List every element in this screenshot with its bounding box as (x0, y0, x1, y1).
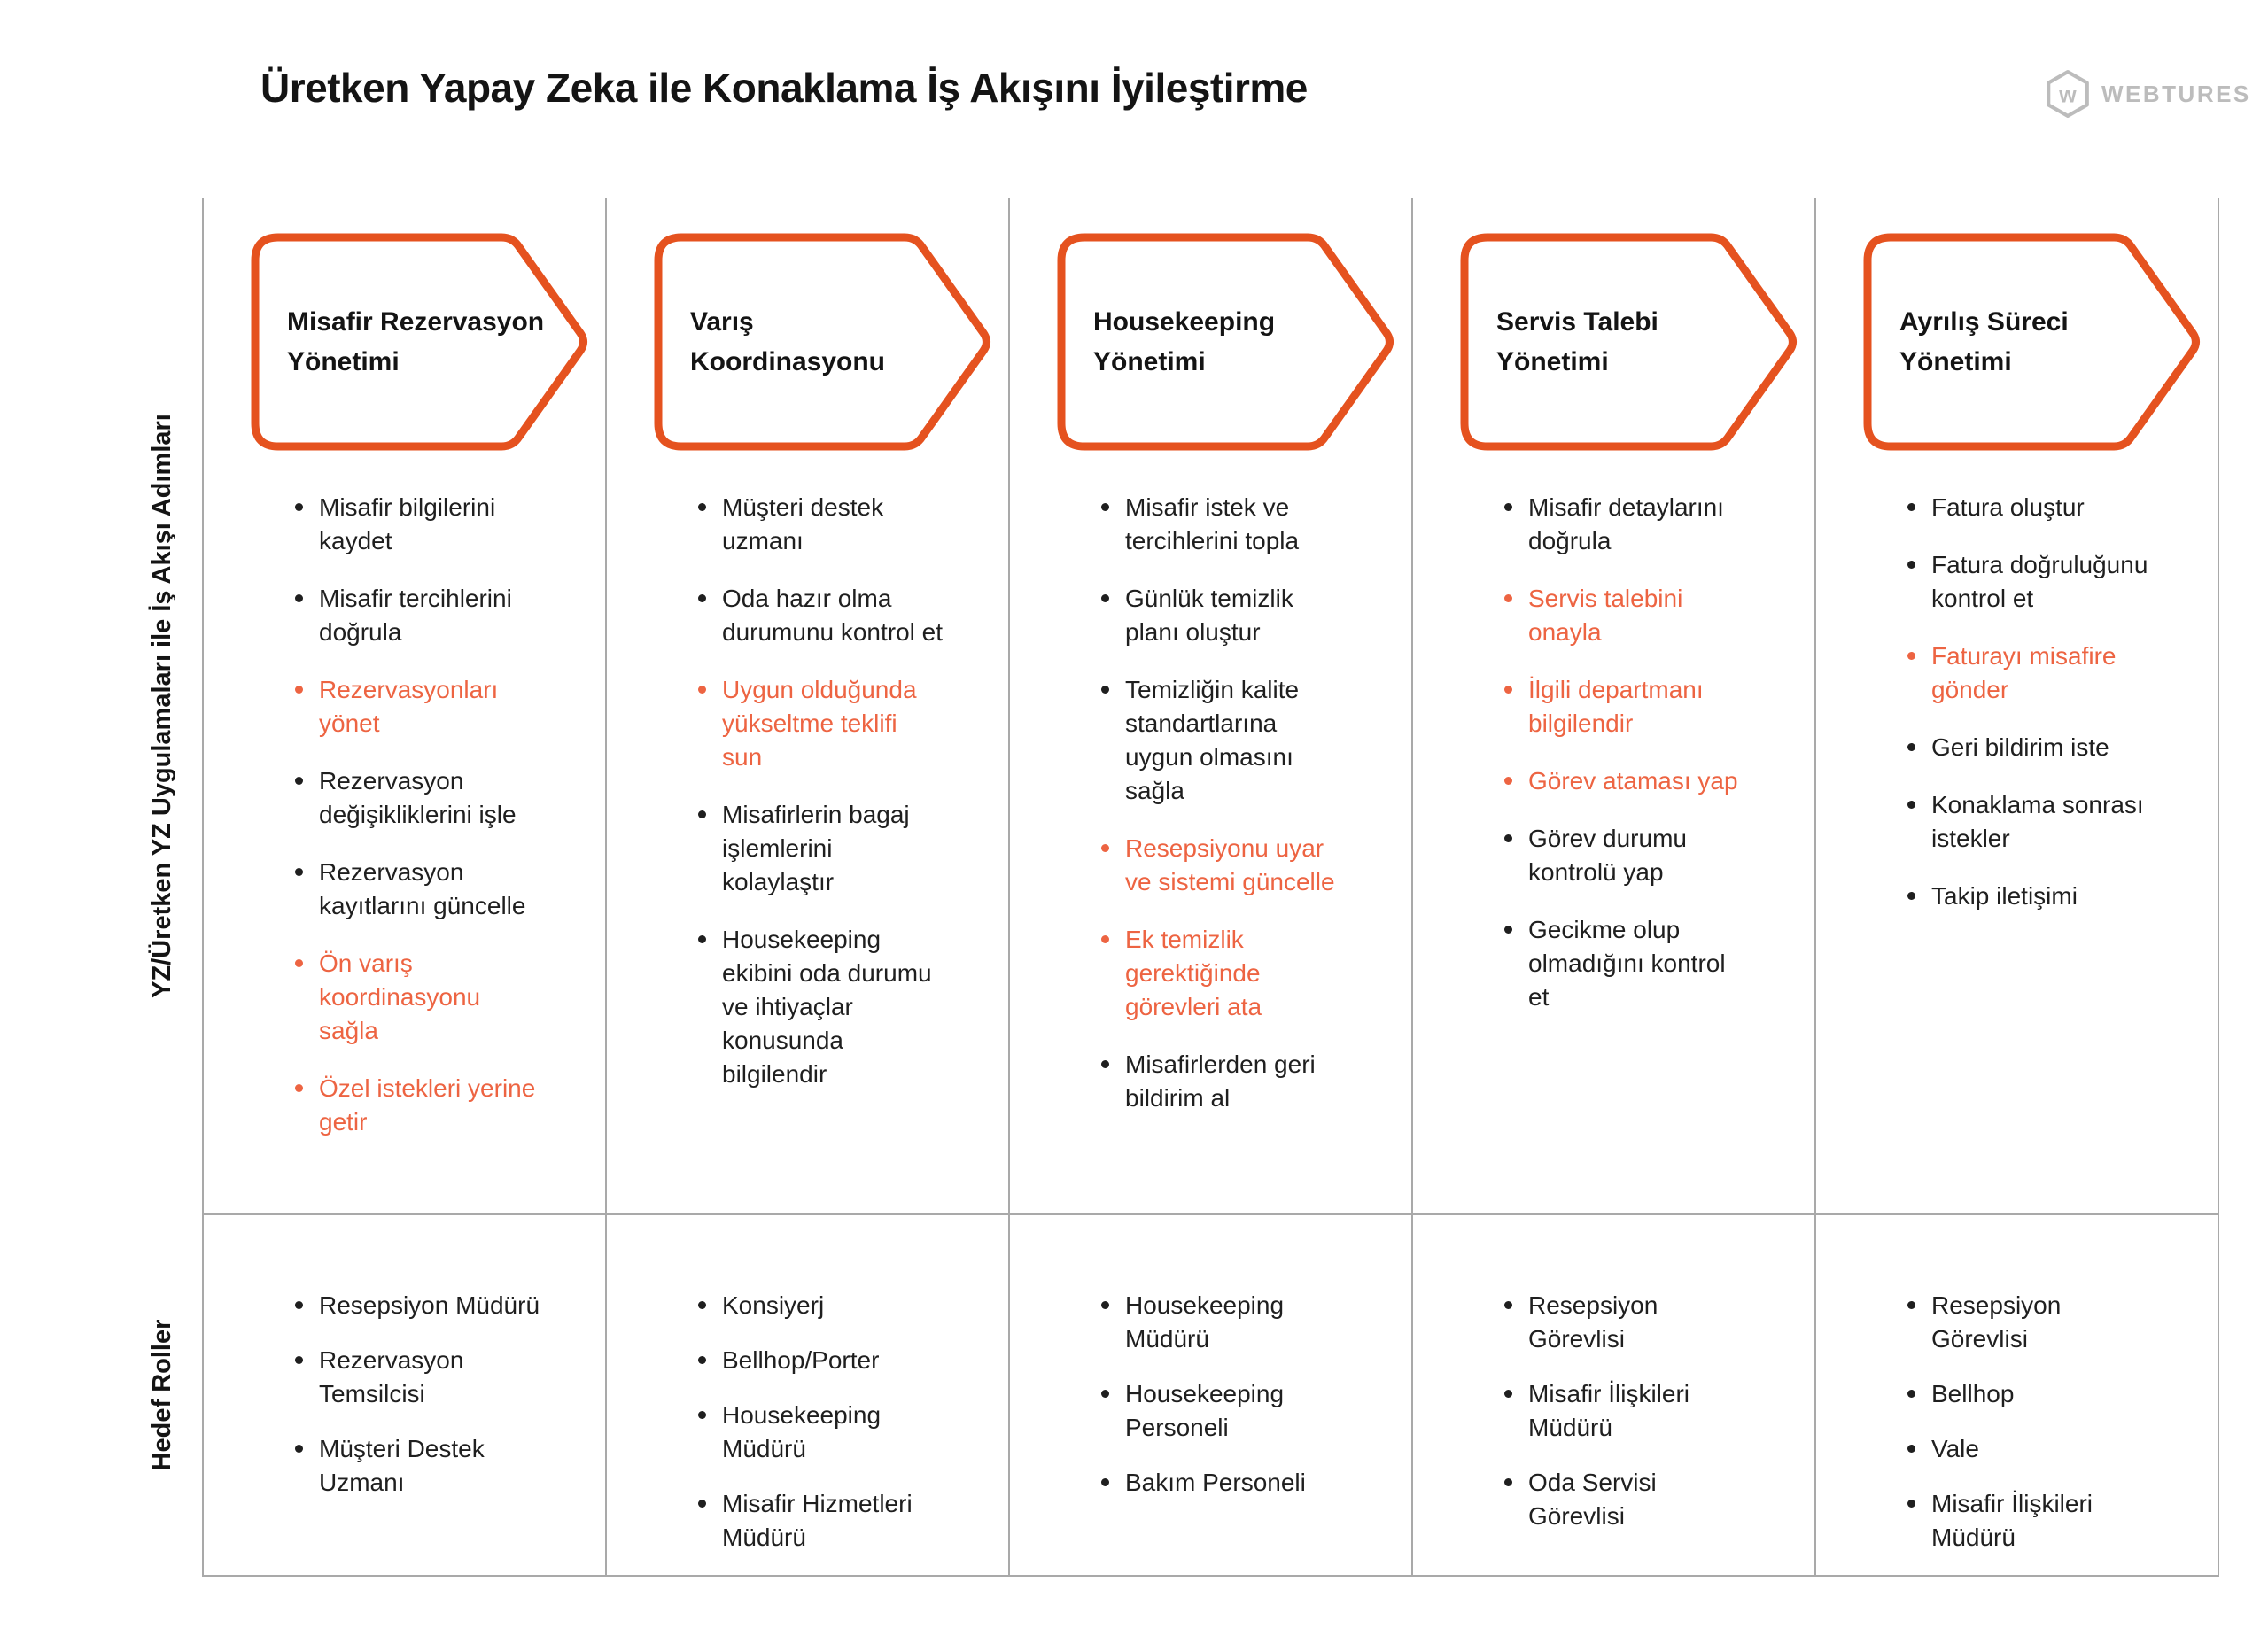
column-header-label: Varış Koordinasyonu (690, 307, 886, 376)
workflow-column-1 (202, 198, 605, 1575)
column-header-label: Servis Talebi Yönetimi (1496, 307, 1658, 376)
roles-list (204, 1289, 549, 1521)
steps-list (1010, 491, 1411, 1115)
workflow-column-4 (1411, 198, 1814, 1575)
role-item: Misafir İlişkileri Müdürü (1504, 1377, 1759, 1445)
step-item: Fatura oluştur (1907, 491, 2153, 524)
workflow-grid (202, 198, 2219, 1577)
webtures-logo-text: WEBTURES (2101, 80, 2251, 107)
role-item: Resepsiyon Görevlisi (1907, 1289, 2162, 1356)
svg-text:w: w (2059, 82, 2077, 108)
step-item: Oda hazır olma durumunu kontrol et (698, 582, 944, 649)
steps-list (204, 491, 605, 1139)
workflow-column-5 (1814, 198, 2218, 1575)
role-item: Resepsiyon Görevlisi (1504, 1289, 1759, 1356)
step-item-ai-highlighted: Ön varış koordinasyonu sağla (295, 947, 540, 1048)
step-item: Housekeeping ekibini oda durumu ve ihtiyaçlar konusunda bilgilendir (698, 923, 944, 1091)
role-item: Misafir Hizmetleri Müdürü (698, 1487, 952, 1554)
step-item: Görev durumu kontrolü yap (1504, 822, 1750, 889)
step-item-ai-highlighted: Ek temizlik gerektiğinde görevleri ata (1101, 923, 1347, 1024)
column-header (248, 230, 595, 454)
role-item: Bellhop/Porter (698, 1344, 952, 1377)
step-item: Temizliğin kalite standartlarına uygun olmasını sağla (1101, 673, 1347, 808)
steps-list (1413, 491, 1814, 1014)
role-item: Housekeeping Personeli (1101, 1377, 1355, 1445)
step-item: Rezervasyon kayıtlarını güncelle (295, 856, 540, 923)
steps-list (1816, 491, 2218, 913)
step-item: Misafirlerin bagaj işlemlerini kolaylaştır (698, 798, 944, 899)
hexagon-logo-icon (2045, 69, 2091, 119)
role-item: Housekeeping Müdürü (698, 1399, 952, 1466)
step-item: Konaklama sonrası istekler (1907, 788, 2153, 856)
step-item-ai-highlighted: Servis talebini onayla (1504, 582, 1750, 649)
role-item: Vale (1907, 1432, 2162, 1466)
step-item: Misafir tercihlerini doğrula (295, 582, 540, 649)
workflow-column-3 (1008, 198, 1411, 1575)
role-item: Konsiyerj (698, 1289, 952, 1322)
role-item: Misafir İlişkileri Müdürü (1907, 1487, 2162, 1554)
step-item-ai-highlighted: Rezervasyonları yönet (295, 673, 540, 740)
column-header (1054, 230, 1402, 454)
roles-list (1816, 1289, 2162, 1576)
step-item: Misafir detaylarını doğrula (1504, 491, 1750, 558)
step-item-ai-highlighted: Faturayı misafire gönder (1907, 640, 2153, 707)
step-item: Fatura doğruluğunu kontrol et (1907, 548, 2153, 616)
step-item: Müşteri destek uzmanı (698, 491, 944, 558)
step-item-ai-highlighted: Özel istekleri yerine getir (295, 1072, 540, 1139)
webtures-logo (2045, 69, 2251, 119)
step-item: Takip iletişimi (1907, 880, 2153, 913)
step-item: Günlük temizlik planı oluştur (1101, 582, 1347, 649)
roles-list (1413, 1289, 1759, 1554)
step-item-ai-highlighted: Görev ataması yap (1504, 764, 1750, 798)
step-item-ai-highlighted: Resepsiyonu uyar ve sistemi güncelle (1101, 832, 1347, 899)
column-header (651, 230, 998, 454)
column-header-label: Ayrılış Süreci Yönetimi (1899, 307, 2069, 376)
role-item: Rezervasyon Temsilcisi (295, 1344, 549, 1411)
column-header (1860, 230, 2208, 454)
step-item: Misafir bilgilerini kaydet (295, 491, 540, 558)
role-item: Resepsiyon Müdürü (295, 1289, 549, 1322)
role-item: Bellhop (1907, 1377, 2162, 1411)
role-item: Bakım Personeli (1101, 1466, 1355, 1500)
row-label-workflow-steps: YZ/Üretken YZ Uygulamaları ile İş Akışı Adımları (148, 414, 176, 998)
step-item: Misafir istek ve tercihlerini topla (1101, 491, 1347, 558)
role-item: Oda Servisi Görevlisi (1504, 1466, 1759, 1533)
workflow-column-2 (605, 198, 1008, 1575)
role-item: Housekeeping Müdürü (1101, 1289, 1355, 1356)
step-item-ai-highlighted: İlgili departmanı bilgilendir (1504, 673, 1750, 740)
column-header-label: Housekeeping Yönetimi (1093, 307, 1276, 376)
step-item: Rezervasyon değişikliklerini işle (295, 764, 540, 832)
roles-list (607, 1289, 952, 1576)
page-title: Üretken Yapay Zeka ile Konaklama İş Akışını İyileştirme (260, 65, 1308, 111)
roles-list (1010, 1289, 1355, 1521)
step-item: Gecikme olup olmadığını kontrol et (1504, 913, 1750, 1014)
step-item: Geri bildirim iste (1907, 731, 2153, 764)
column-header (1457, 230, 1805, 454)
step-item: Misafirlerden geri bildirim al (1101, 1048, 1347, 1115)
row-label-target-roles: Hedef Roller (148, 1319, 176, 1471)
column-header-label: Misafir Rezervasyon Yönetimi (287, 307, 545, 376)
role-item: Müşteri Destek Uzmanı (295, 1432, 549, 1500)
steps-list (607, 491, 1008, 1091)
step-item-ai-highlighted: Uygun olduğunda yükseltme teklifi sun (698, 673, 944, 774)
